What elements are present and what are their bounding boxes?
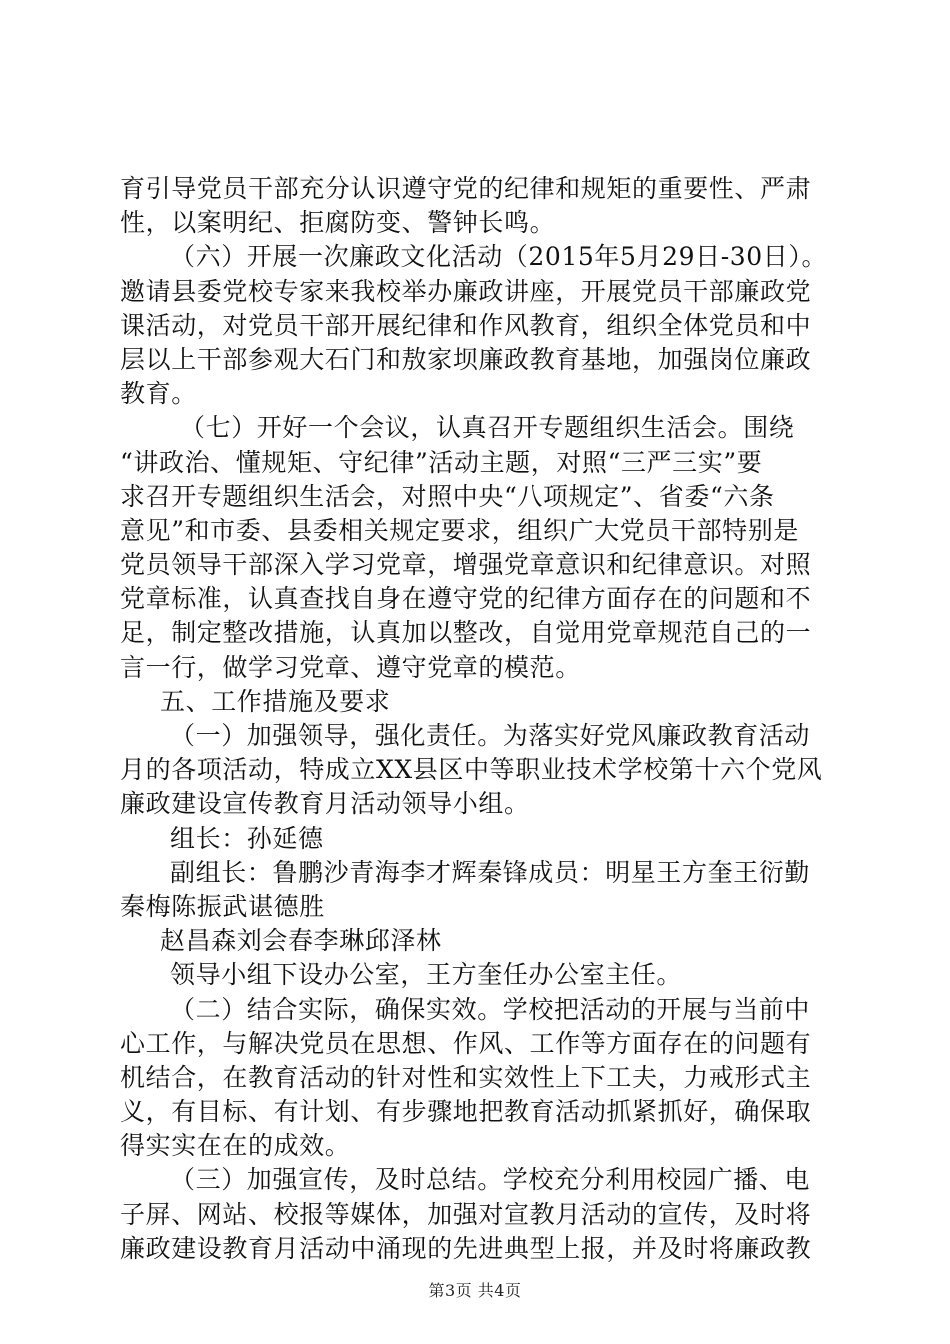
text-line: 意见”和市委、县委相关规定要求，组织广大党员干部特别是 [120,515,799,545]
text-line: 求召开专题组织生活会，对照中央“八项规定”、省委“六条 [120,481,775,511]
text-line: 组长：孙延德 [170,823,324,853]
text-line: 赵昌森刘会春李琳邱泽林 [160,926,442,956]
text-line: 心工作，与解决党员在思想、作风、工作等方面存在的问题有 [120,1028,812,1058]
text-line: 邀请县委党校专家来我校举办廉政讲座，开展党员干部廉政党 [120,276,812,306]
text-line: 秦梅陈振武谌德胜 [120,891,325,921]
text-line: 党员领导干部深入学习党章，增强党章意识和纪律意识。对照 [120,550,812,580]
text-line: 廉政建设宣传教育月活动领导小组。 [120,789,530,819]
text-line: 性，以案明纪、拒腐防变、警钟长鸣。 [120,208,556,238]
text-line: 足，制定整改措施，认真加以整改，自觉用党章规范自己的一 [120,618,812,648]
text-line: 得实实在在的成效。 [120,1131,351,1161]
text-line: 副组长：鲁鹏沙青海李才辉秦锋成员：明星王方奎王衍勤 [170,857,811,887]
text-line: （三）加强宣传，及时总结。学校充分利用校园广播、电 [170,1165,811,1195]
text-line: （六）开展一次廉政文化活动（2015年5月29日-30日）。 [170,242,828,272]
text-line: 月的各项活动，特成立XX县区中等职业技术学校第十六个党风 [120,755,823,785]
text-line: 机结合，在教育活动的针对性和实效性上下工夫，力戒形式主 [120,1062,812,1092]
section-heading: 五、工作措施及要求 [160,686,391,716]
text-line: （二）结合实际，确保实效。学校把活动的开展与当前中 [170,994,811,1024]
text-line: （七）开好一个会议，认真召开专题组织生活会。围绕 [180,413,795,443]
text-line: 党章标准，认真查找自身在遵守党的纪律方面存在的问题和不 [120,584,812,614]
text-line: 言一行，做学习党章、遵守党章的模范。 [120,652,581,682]
page-number: 第3页 共4页 [428,1281,522,1300]
text-line: （一）加强领导，强化责任。为落实好党风廉政教育活动 [170,721,811,750]
text-line: 子屏、网站、校报等媒体，加强对宣教月活动的宣传，及时将 [120,1199,812,1229]
text-line: 层以上干部参观大石门和敖家坝廉政教育基地，加强岗位廉政 [120,344,812,374]
text-line: 教育。 [120,379,197,409]
text-line: 课活动，对党员干部开展纪律和作风教育，组织全体党员和中 [120,310,812,340]
document-body [120,172,840,1266]
text-line: “讲政治、懂规矩、守纪律”活动主题，对照“三严三实”要 [120,447,763,477]
text-line: 领导小组下设办公室，王方奎任办公室主任。 [170,960,683,990]
text-line: 育引导党员干部充分认识遵守党的纪律和规矩的重要性、严肃 [120,174,812,203]
text-line: 义，有目标、有计划、有步骤地把教育活动抓紧抓好，确保取 [120,1097,812,1127]
text-line: 廉政建设教育月活动中涌现的先进典型上报，并及时将廉政教 [120,1233,812,1263]
